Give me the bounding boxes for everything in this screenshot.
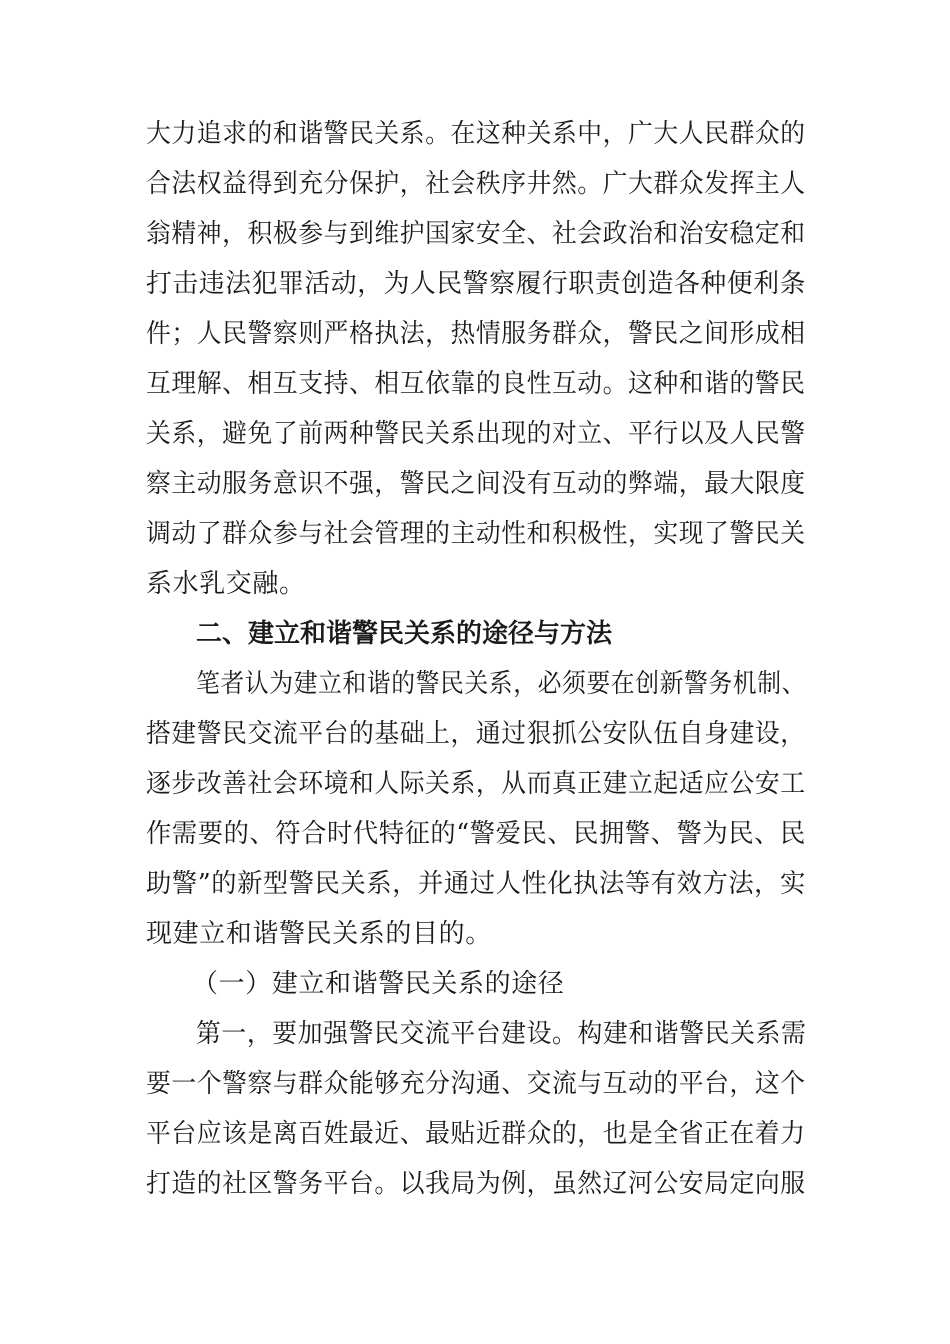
- paragraph-line: 要一个警察与群众能够充分沟通、交流与互动的平台，这个: [146, 1069, 806, 1099]
- paragraph-line: 系水乳交融。: [146, 569, 306, 599]
- paragraph-line: 察主动服务意识不强，警民之间没有互动的弊端，最大限度: [146, 469, 806, 499]
- paragraph-line: 合法权益得到充分保护，社会秩序井然。广大群众发挥主人: [146, 169, 806, 199]
- subsection-heading: （一）建立和谐警民关系的途径: [192, 969, 565, 999]
- paragraph-line: 打造的社区警务平台。以我局为例，虽然辽河公安局定向服: [146, 1169, 806, 1199]
- paragraph-line: 第一，要加强警民交流平台建设。构建和谐警民关系需: [196, 1019, 807, 1049]
- paragraph-line: 作需要的、符合时代特征的“警爱民、民拥警、警为民、民: [146, 819, 806, 849]
- paragraph-line: 搭建警民交流平台的基础上，通过狠抓公安队伍自身建设，: [146, 719, 806, 749]
- paragraph-line: 件；人民警察则严格执法，热情服务群众，警民之间形成相: [146, 319, 806, 349]
- paragraph-line: 翁精神，积极参与到维护国家安全、社会政治和治安稳定和: [146, 219, 806, 249]
- paragraph-line: 关系，避免了前两种警民关系出现的对立、平行以及人民警: [146, 419, 806, 449]
- paragraph-line: 现建立和谐警民关系的目的。: [146, 919, 492, 949]
- paragraph-line: 笔者认为建立和谐的警民关系，必须要在创新警务机制、: [196, 669, 807, 699]
- paragraph-line: 大力追求的和谐警民关系。在这种关系中，广大人民群众的: [146, 119, 806, 149]
- paragraph-line: 平台应该是离百姓最近、最贴近群众的，也是全省正在着力: [146, 1119, 806, 1149]
- section-heading: 二、建立和谐警民关系的途径与方法: [196, 619, 613, 649]
- paragraph-line: 打击违法犯罪活动，为人民警察履行职责创造各种便利条: [146, 269, 807, 299]
- paragraph-line: 调动了群众参与社会管理的主动性和积极性，实现了警民关: [146, 519, 806, 549]
- paragraph-line: 逐步改善社会环境和人际关系，从而真正建立起适应公安工: [146, 769, 806, 799]
- paragraph-line: 互理解、相互支持、相互依靠的良性互动。这种和谐的警民: [146, 369, 806, 399]
- paragraph-line: 助警”的新型警民关系，并通过人性化执法等有效方法，实: [146, 869, 806, 899]
